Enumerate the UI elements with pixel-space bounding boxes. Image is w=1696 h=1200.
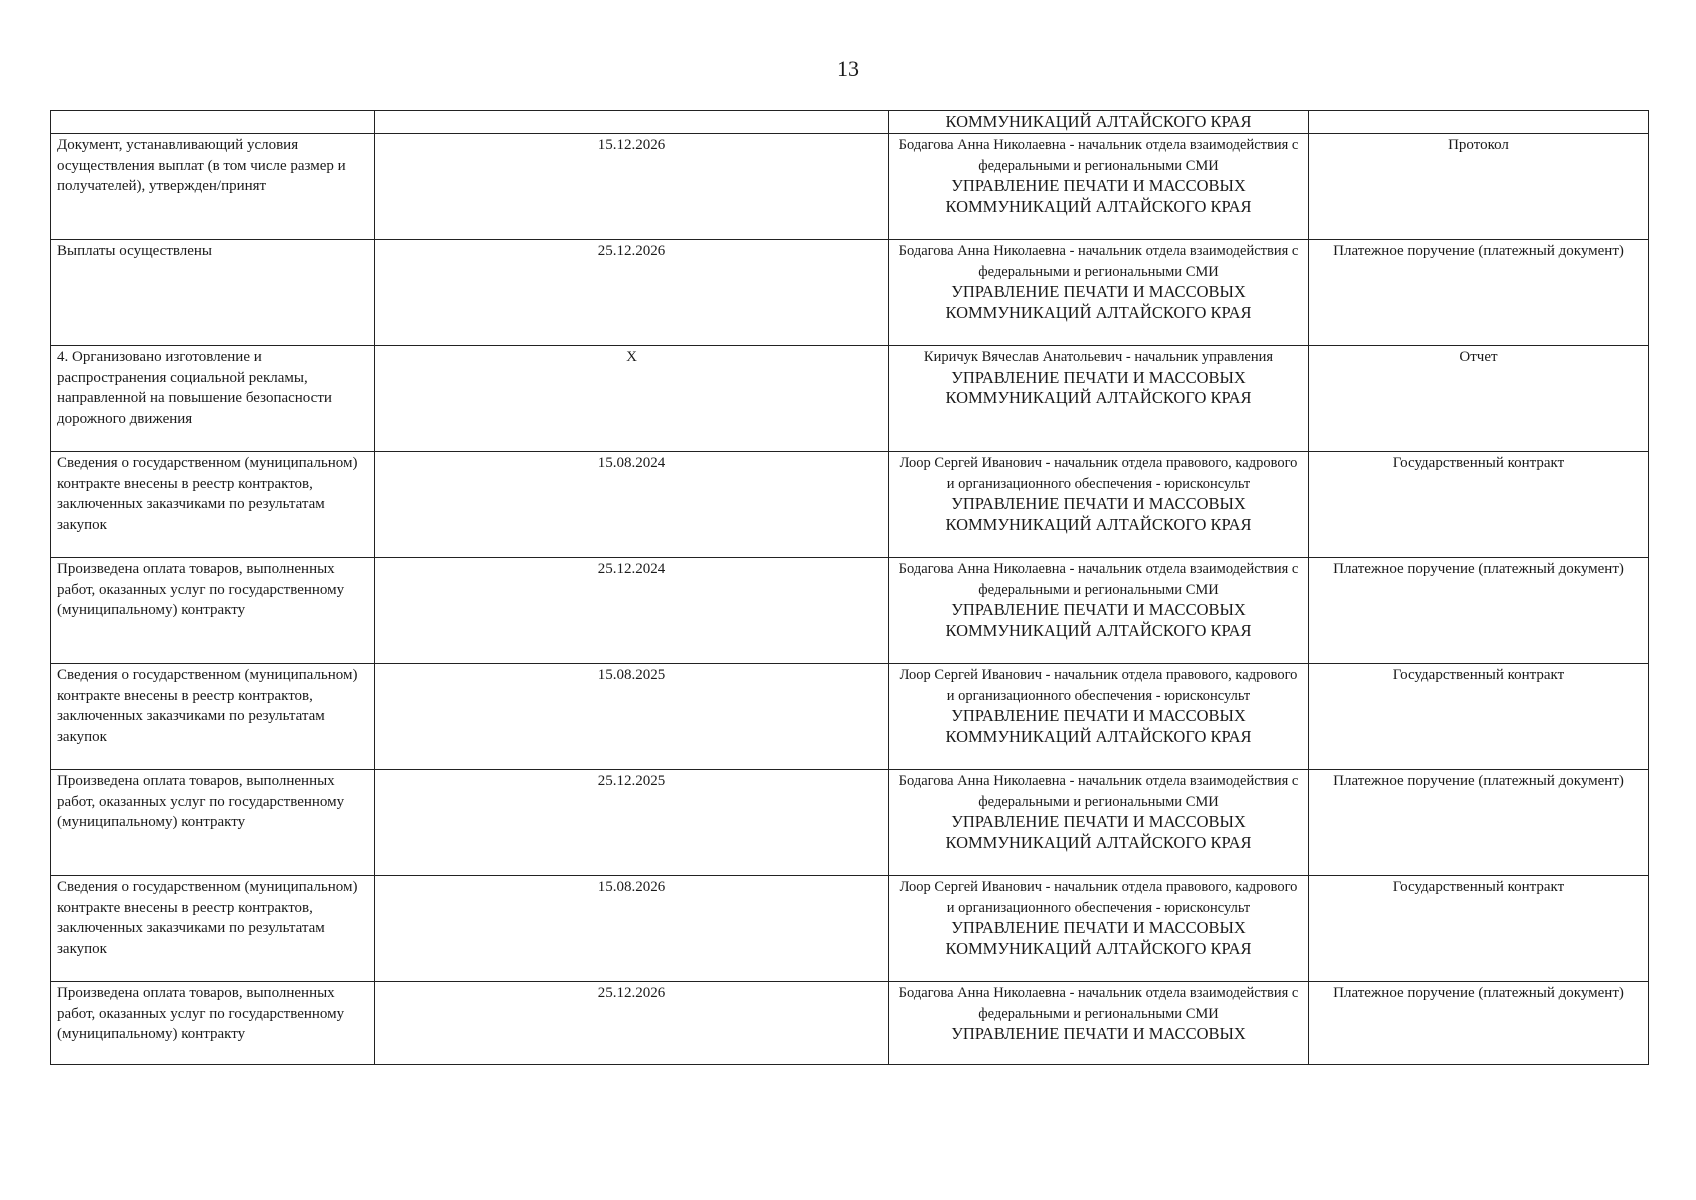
responsible-org: УПРАВЛЕНИЕ ПЕЧАТИ И МАССОВЫХ КОММУНИКАЦИЙ АЛТАЙСКОГО КРАЯ <box>945 494 1252 534</box>
cell-date: 15.08.2025 <box>375 664 889 770</box>
table-row <box>51 346 1649 452</box>
table-row <box>51 982 1649 1065</box>
cell-description: Произведена оплата товаров, выполненных работ, оказанных услуг по государственному (муниципальному) контракту <box>51 770 375 876</box>
responsible-org: УПРАВЛЕНИЕ ПЕЧАТИ И МАССОВЫХ КОММУНИКАЦИЙ АЛТАЙСКОГО КРАЯ <box>945 812 1252 852</box>
cell-document: Отчет <box>1309 346 1649 452</box>
cell-description: Документ, устанавливающий условия осуществления выплат (в том числе размер и получателей), утвержден/принят <box>51 134 375 240</box>
cell-responsible <box>889 240 1309 346</box>
responsible-org: УПРАВЛЕНИЕ ПЕЧАТИ И МАССОВЫХ КОММУНИКАЦИЙ АЛТАЙСКОГО КРАЯ <box>945 176 1252 216</box>
responsible-person: Лоор Сергей Иванович - начальник отдела правового, кадрового и организационного обеспечения - юрисконсульт <box>899 455 1298 492</box>
table-row <box>51 558 1649 664</box>
cell-document: Платежное поручение (платежный документ) <box>1309 982 1649 1065</box>
responsible-person: Бодагова Анна Николаевна - начальник отдела взаимодействия с федеральными и региональными СМИ <box>898 243 1299 280</box>
table-row <box>51 452 1649 558</box>
cell-document <box>1309 111 1649 134</box>
cell-responsible <box>889 876 1309 982</box>
responsible-person: Лоор Сергей Иванович - начальник отдела правового, кадрового и организационного обеспечения - юрисконсульт <box>899 879 1298 916</box>
table-row-continuation <box>51 111 1649 134</box>
responsible-person: Киричук Вячеслав Анатольевич - начальник управления <box>923 349 1274 365</box>
table-row <box>51 240 1649 346</box>
cell-date <box>375 111 889 134</box>
cell-document: Платежное поручение (платежный документ) <box>1309 558 1649 664</box>
cell-document: Протокол <box>1309 134 1649 240</box>
responsible-org: УПРАВЛЕНИЕ ПЕЧАТИ И МАССОВЫХ КОММУНИКАЦИЙ АЛТАЙСКОГО КРАЯ <box>945 367 1252 407</box>
cell-date: 25.12.2026 <box>375 982 889 1065</box>
cell-document: Платежное поручение (платежный документ) <box>1309 770 1649 876</box>
responsible-org: КОММУНИКАЦИЙ АЛТАЙСКОГО КРАЯ <box>945 112 1252 131</box>
cell-date: X <box>375 346 889 452</box>
cell-description: Произведена оплата товаров, выполненных работ, оказанных услуг по государственному (муниципальному) контракту <box>51 982 375 1065</box>
responsible-org: УПРАВЛЕНИЕ ПЕЧАТИ И МАССОВЫХ КОММУНИКАЦИЙ АЛТАЙСКОГО КРАЯ <box>945 918 1252 958</box>
cell-responsible <box>889 134 1309 240</box>
cell-date: 15.08.2024 <box>375 452 889 558</box>
responsible-org: УПРАВЛЕНИЕ ПЕЧАТИ И МАССОВЫХ КОММУНИКАЦИЙ АЛТАЙСКОГО КРАЯ <box>945 706 1252 746</box>
cell-responsible <box>889 346 1309 452</box>
cell-document: Государственный контракт <box>1309 876 1649 982</box>
plan-table <box>50 110 1649 1065</box>
responsible-person: Лоор Сергей Иванович - начальник отдела правового, кадрового и организационного обеспечения - юрисконсульт <box>899 667 1298 704</box>
page-number: 13 <box>837 56 859 81</box>
responsible-org: УПРАВЛЕНИЕ ПЕЧАТИ И МАССОВЫХ КОММУНИКАЦИЙ АЛТАЙСКОГО КРАЯ <box>945 600 1252 640</box>
responsible-org: УПРАВЛЕНИЕ ПЕЧАТИ И МАССОВЫХ КОММУНИКАЦИЙ АЛТАЙСКОГО КРАЯ <box>945 282 1252 322</box>
cell-description: 4. Организовано изготовление и распространения социальной рекламы, направленной на повышение безопасности дорожного движения <box>51 346 375 452</box>
cell-description: Произведена оплата товаров, выполненных работ, оказанных услуг по государственному (муниципальному) контракту <box>51 558 375 664</box>
cell-document: Платежное поручение (платежный документ) <box>1309 240 1649 346</box>
responsible-person: Бодагова Анна Николаевна - начальник отдела взаимодействия с федеральными и региональными СМИ <box>898 137 1299 174</box>
cell-document: Государственный контракт <box>1309 452 1649 558</box>
table-row <box>51 770 1649 876</box>
cell-date: 25.12.2024 <box>375 558 889 664</box>
table-row <box>51 664 1649 770</box>
cell-date: 15.12.2026 <box>375 134 889 240</box>
table-row <box>51 876 1649 982</box>
cell-description <box>51 111 375 134</box>
table-row <box>51 134 1649 240</box>
cell-date: 15.08.2026 <box>375 876 889 982</box>
responsible-person: Бодагова Анна Николаевна - начальник отдела взаимодействия с федеральными и региональными СМИ <box>898 985 1299 1022</box>
cell-responsible <box>889 982 1309 1065</box>
cell-date: 25.12.2025 <box>375 770 889 876</box>
cell-responsible <box>889 770 1309 876</box>
cell-responsible <box>889 664 1309 770</box>
cell-description: Сведения о государственном (муниципальном) контракте внесены в реестр контрактов, заключенных заказчиками по результатам закупок <box>51 876 375 982</box>
cell-description: Сведения о государственном (муниципальном) контракте внесены в реестр контрактов, заключенных заказчиками по результатам закупок <box>51 452 375 558</box>
cell-date: 25.12.2026 <box>375 240 889 346</box>
cell-responsible <box>889 558 1309 664</box>
cell-responsible <box>889 452 1309 558</box>
cell-description: Выплаты осуществлены <box>51 240 375 346</box>
responsible-person: Бодагова Анна Николаевна - начальник отдела взаимодействия с федеральными и региональными СМИ <box>898 561 1299 598</box>
cell-description: Сведения о государственном (муниципальном) контракте внесены в реестр контрактов, заключенных заказчиками по результатам закупок <box>51 664 375 770</box>
responsible-person: Бодагова Анна Николаевна - начальник отдела взаимодействия с федеральными и региональными СМИ <box>898 773 1299 810</box>
responsible-org: УПРАВЛЕНИЕ ПЕЧАТИ И МАССОВЫХ <box>951 1024 1246 1043</box>
cell-document: Государственный контракт <box>1309 664 1649 770</box>
cell-responsible <box>889 111 1309 134</box>
